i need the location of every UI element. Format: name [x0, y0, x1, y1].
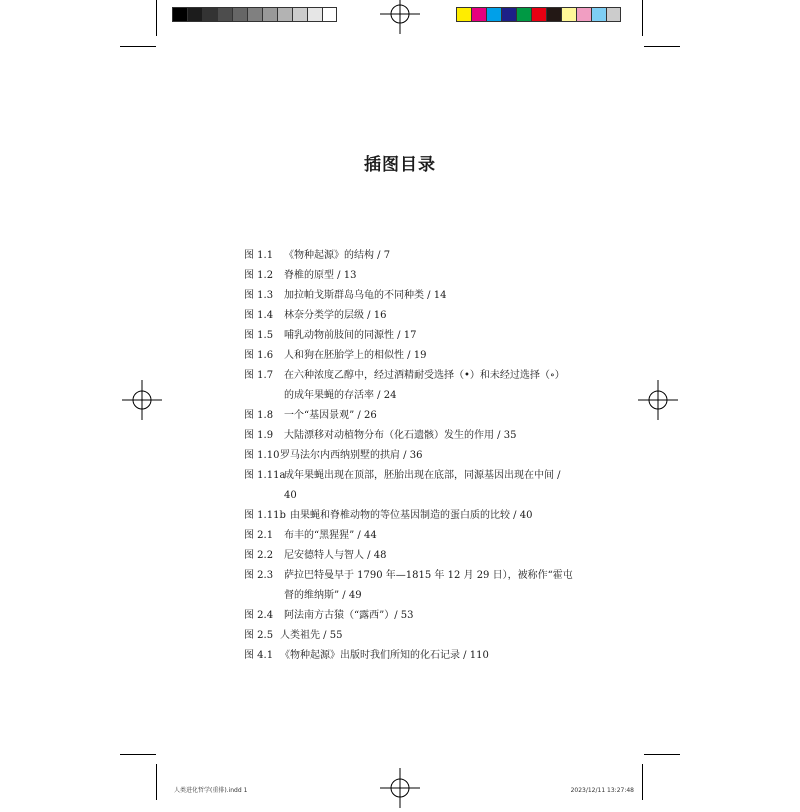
timestamp-slug: 2023/12/11 13:27:48 — [570, 787, 634, 794]
crop-mark-top-left-v — [156, 0, 157, 36]
color-swatch — [561, 7, 576, 22]
grayscale-swatch — [202, 7, 217, 22]
list-item — [244, 266, 584, 286]
grayscale-swatch — [217, 7, 232, 22]
color-swatch — [576, 7, 591, 22]
crop-mark-top-right-v — [642, 0, 643, 36]
figure-caption: 《物种起源》的结构 / 7 — [284, 250, 391, 261]
color-swatch — [486, 7, 501, 22]
registration-mark-bottom — [376, 764, 424, 812]
crop-mark-top-right-h — [644, 46, 680, 47]
color-swatch — [546, 7, 561, 22]
figure-number: 图 2.3 — [244, 570, 274, 581]
grayscale-bar — [172, 7, 337, 22]
process-color-bar — [456, 7, 621, 22]
figure-caption: 布丰的“黑猩猩” / 44 — [284, 530, 377, 541]
crop-mark-bottom-left-v — [156, 764, 157, 800]
registration-mark-left — [118, 376, 166, 424]
figure-caption: 尼安德特人与智人 / 48 — [284, 550, 387, 561]
list-item — [244, 606, 584, 626]
figure-caption: 加拉帕戈斯群岛乌龟的不同种类 / 14 — [284, 290, 447, 301]
list-item — [244, 326, 584, 346]
page-title: 插图目录 — [364, 155, 436, 175]
list-item — [244, 306, 584, 326]
grayscale-swatch — [292, 7, 307, 22]
grayscale-swatch — [262, 7, 277, 22]
list-item — [244, 526, 584, 546]
figure-number: 图 1.11a — [244, 470, 286, 481]
grayscale-swatch — [322, 7, 337, 22]
crop-mark-top-left-h — [120, 46, 156, 47]
file-slug: 人类进化哲学(重排).indd 1 — [174, 787, 248, 794]
color-swatch — [516, 7, 531, 22]
crop-mark-bottom-right-h — [644, 754, 680, 755]
color-swatch — [591, 7, 606, 22]
figure-number: 图 1.6 — [244, 350, 274, 361]
figure-caption: 大陆漂移对动植物分布（化石遗骸）发生的作用 / 35 — [284, 430, 517, 441]
list-item — [244, 646, 584, 666]
figure-caption: 由果蝇和脊椎动物的等位基因制造的蛋白质的比较 / 40 — [290, 510, 533, 521]
figure-number: 图 2.1 — [244, 530, 274, 541]
color-swatch — [471, 7, 486, 22]
grayscale-swatch — [307, 7, 322, 22]
list-item — [244, 286, 584, 306]
figure-caption: 人和狗在胚胎学上的相似性 / 19 — [284, 350, 427, 361]
figure-number: 图 1.2 — [244, 270, 274, 281]
figure-number: 图 4.1 — [244, 650, 274, 661]
grayscale-swatch — [172, 7, 187, 22]
grayscale-swatch — [277, 7, 292, 22]
figure-number: 图 1.7 — [244, 370, 274, 381]
registration-mark-right — [634, 376, 682, 424]
figure-number: 图 1.3 — [244, 290, 274, 301]
color-swatch — [501, 7, 516, 22]
list-item — [244, 426, 584, 446]
color-swatch — [606, 7, 621, 22]
figure-number: 图 1.8 — [244, 410, 274, 421]
figure-caption: 罗马法尔内西纳别墅的拱肩 / 36 — [280, 450, 423, 461]
figure-number: 图 1.10 — [244, 450, 280, 461]
registration-mark-top — [376, 0, 424, 38]
list-item — [244, 546, 584, 566]
figure-caption: 在六种浓度乙醇中，经过酒精耐受选择（•）和未经过选择（∘）的成年果蝇的存活率 / 24 — [284, 370, 565, 401]
list-item — [244, 366, 584, 406]
figure-number: 图 1.11b — [244, 510, 286, 521]
color-swatch — [531, 7, 546, 22]
figure-list — [244, 246, 584, 666]
list-item — [244, 466, 584, 506]
list-item — [244, 246, 584, 266]
list-item — [244, 446, 584, 466]
list-item — [244, 506, 584, 526]
list-item — [244, 566, 584, 606]
list-item — [244, 626, 584, 646]
figure-caption: 一个“基因景观” / 26 — [284, 410, 377, 421]
figure-number: 图 1.4 — [244, 310, 274, 321]
figure-number: 图 2.4 — [244, 610, 274, 621]
grayscale-swatch — [232, 7, 247, 22]
grayscale-swatch — [187, 7, 202, 22]
list-item — [244, 406, 584, 426]
figure-caption: 人类祖先 / 55 — [280, 630, 343, 641]
figure-caption: 萨拉巴特曼早于 1790 年—1815 年 12 月 29 日），被称作“霍屯督的维纳斯” / 49 — [284, 570, 573, 601]
list-item — [244, 346, 584, 366]
figure-caption: 成年果蝇出现在顶部，胚胎出现在底部，同源基因出现在中间 / 40 — [284, 470, 561, 501]
grayscale-swatch — [247, 7, 262, 22]
figure-number: 图 2.5 — [244, 630, 274, 641]
crop-mark-bottom-left-h — [120, 754, 156, 755]
color-swatch — [456, 7, 471, 22]
figure-number: 图 1.5 — [244, 330, 274, 341]
figure-caption: 林奈分类学的层级 / 16 — [284, 310, 387, 321]
figure-caption: 脊椎的原型 / 13 — [284, 270, 357, 281]
figure-number: 图 1.9 — [244, 430, 274, 441]
figure-number: 图 2.2 — [244, 550, 274, 561]
figure-caption: 《物种起源》出版时我们所知的化石记录 / 110 — [280, 650, 489, 661]
crop-mark-bottom-right-v — [642, 764, 643, 800]
figure-number: 图 1.1 — [244, 250, 274, 261]
figure-caption: 阿法南方古猿（“露西”）/ 53 — [284, 610, 414, 621]
figure-caption: 哺乳动物前肢间的同源性 / 17 — [284, 330, 417, 341]
